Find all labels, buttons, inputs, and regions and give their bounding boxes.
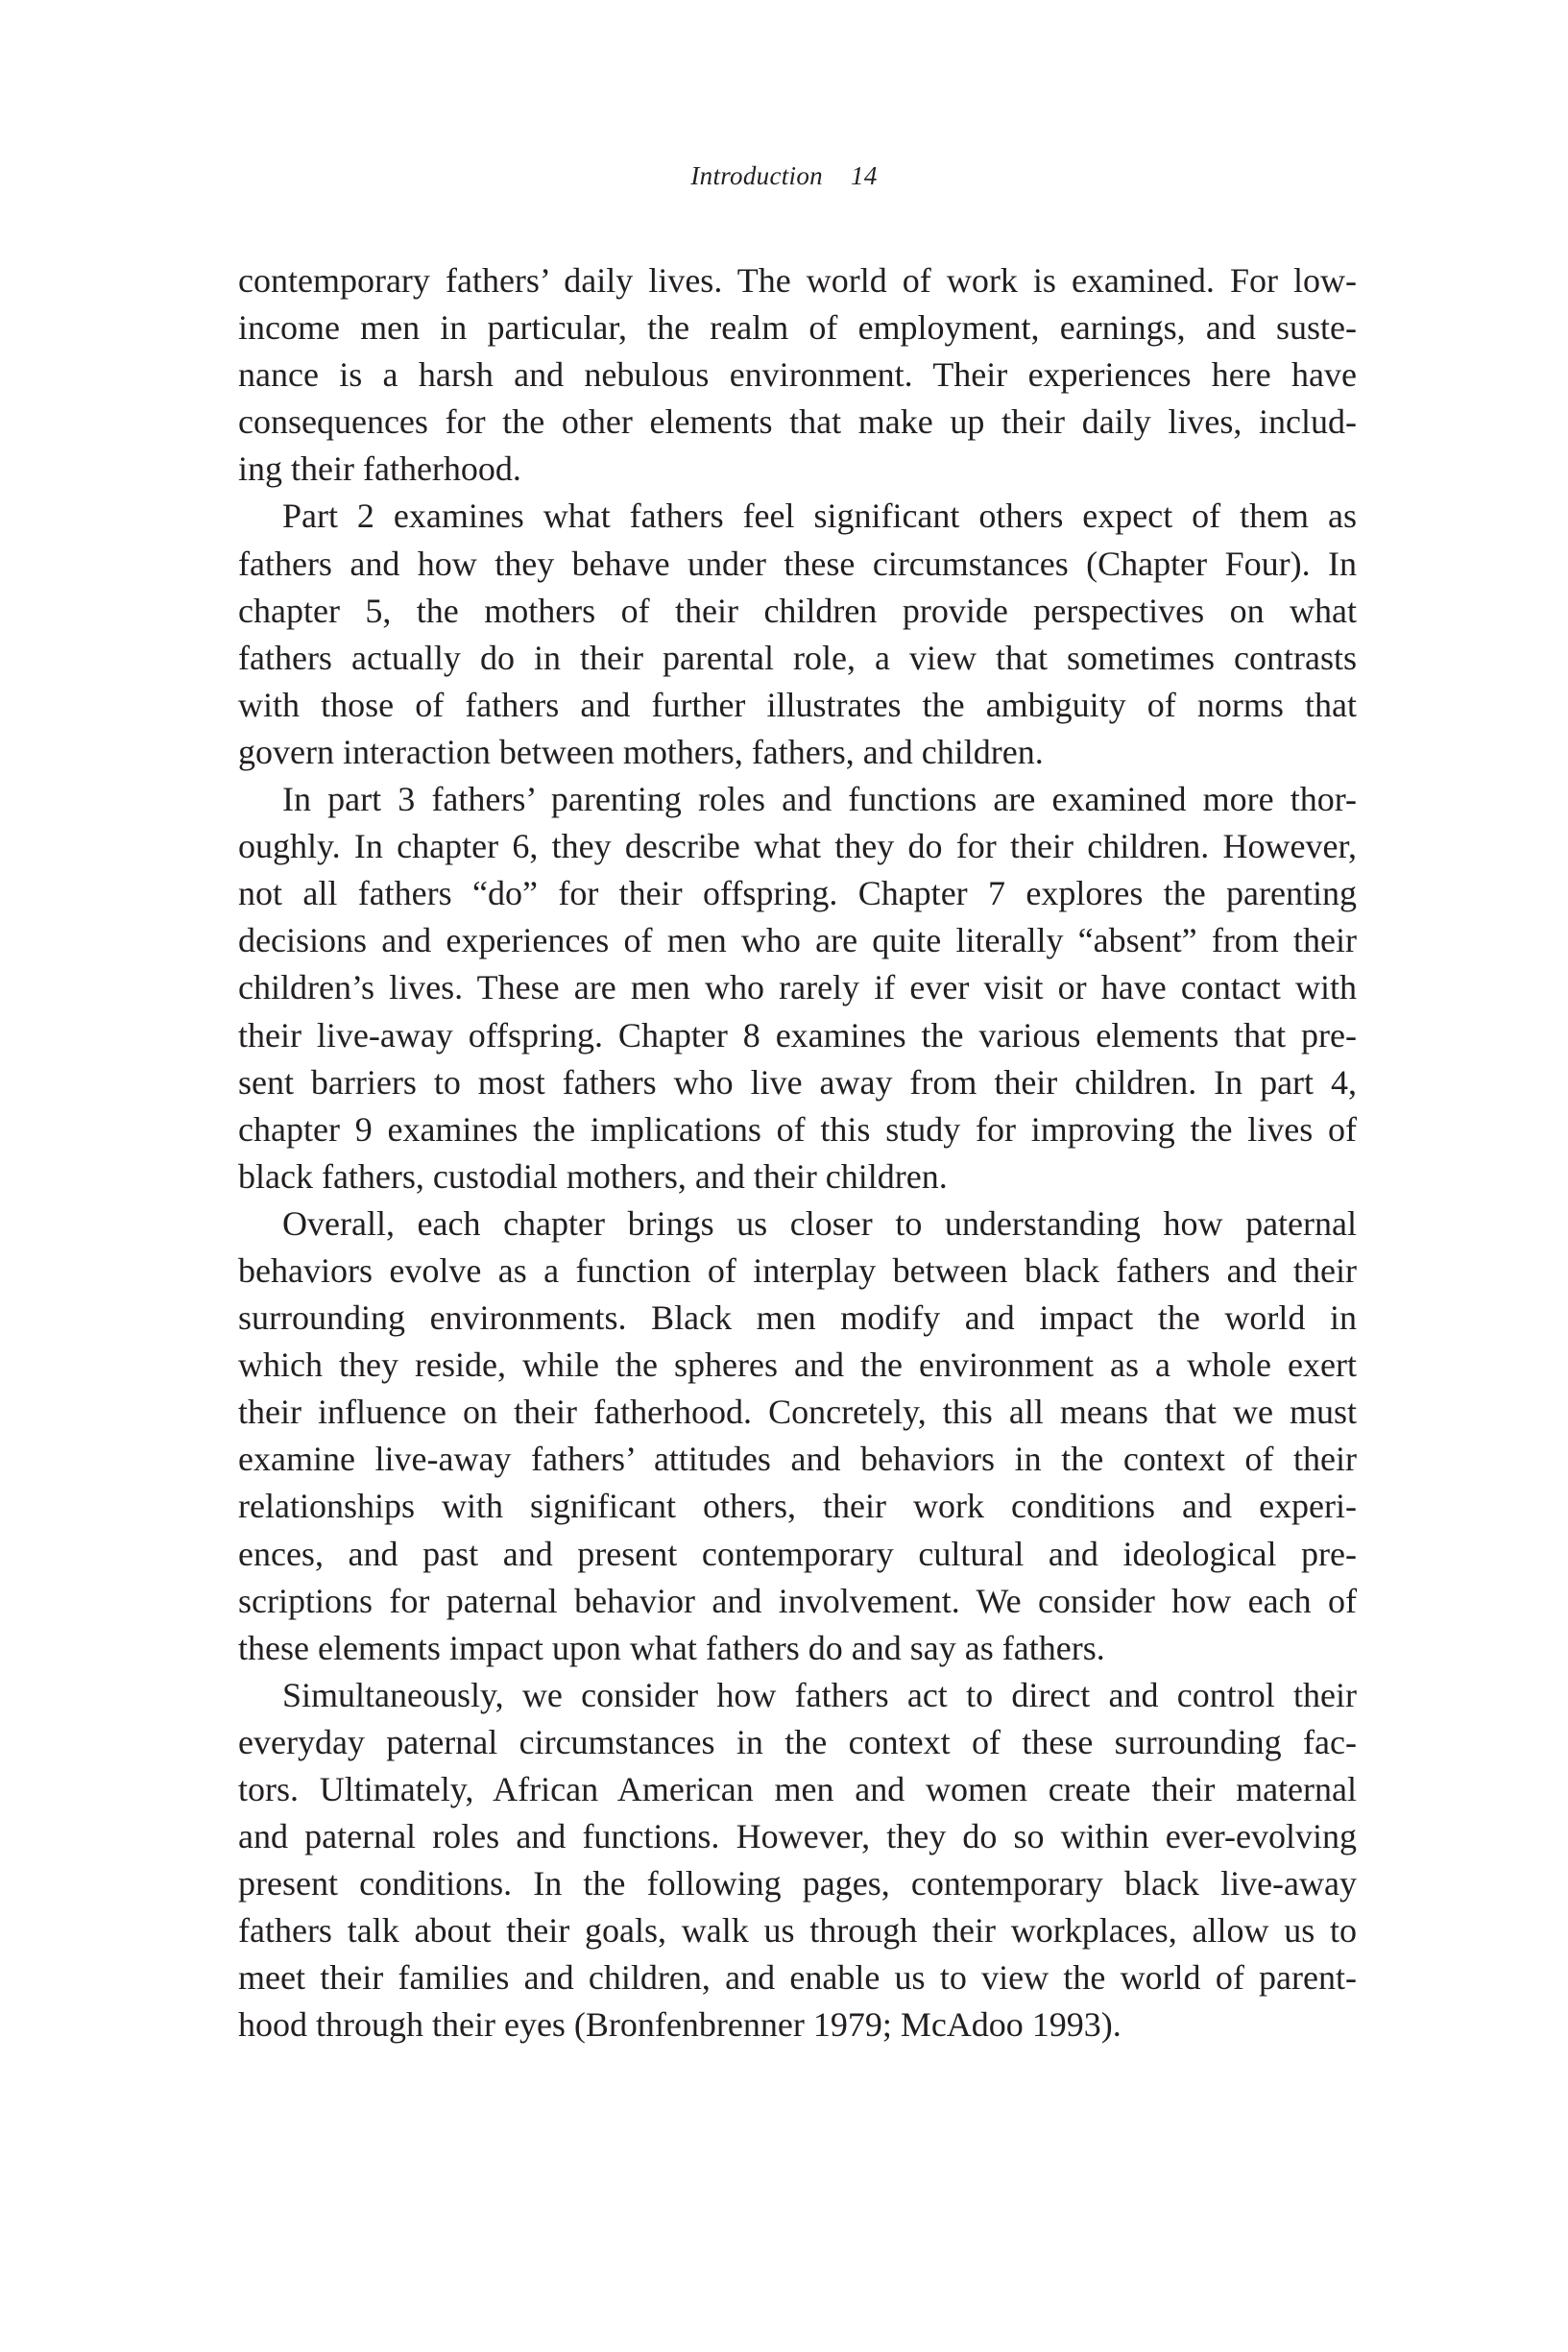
text-line: relationships with significant others, their work conditions and experi-: [238, 1487, 1357, 1526]
text-line: black fathers, custodial mothers, and their children.: [238, 1156, 948, 1196]
running-head-title: Introduction: [690, 161, 823, 190]
text-line: ing their fatherhood.: [238, 449, 521, 489]
text-line: fathers talk about their goals, walk us through their workplaces, allow us to: [238, 1911, 1357, 1951]
text-line: their live-away offspring. Chapter 8 examines the various elements that pre-: [238, 1015, 1357, 1055]
text-line: Part 2 examines what fathers feel significant others expect of them as: [282, 497, 1357, 536]
paragraph: [238, 776, 1357, 1200]
text-line: Overall, each chapter brings us closer to understanding how paternal: [282, 1203, 1357, 1243]
text-line: nance is a harsh and nebulous environment. Their experiences here have: [238, 355, 1357, 395]
page-number: 14: [851, 161, 878, 190]
text-line: contemporary fathers’ daily lives. The world of work is examined. For low-: [238, 261, 1357, 300]
text-line: their influence on their fatherhood. Concretely, this all means that we must: [238, 1393, 1357, 1432]
text-line: and paternal roles and functions. However, they do so within ever-evolving: [238, 1817, 1357, 1856]
body-text: [238, 257, 1357, 2049]
text-line: present conditions. In the following pages, contemporary black live-away: [238, 1864, 1357, 1903]
text-line: children’s lives. These are men who rarely if ever visit or have contact with: [238, 968, 1357, 1007]
text-line: consequences for the other elements that make up their daily lives, includ-: [238, 402, 1357, 442]
text-line: everyday paternal circumstances in the context of these surrounding fac-: [238, 1722, 1357, 1761]
text-line: examine live-away fathers’ attitudes and behaviors in the context of their: [238, 1440, 1357, 1479]
paragraph: [238, 257, 1357, 493]
text-line: surrounding environments. Black men modify and impact the world in: [238, 1298, 1357, 1338]
paragraph: [238, 1200, 1357, 1672]
text-line: sent barriers to most fathers who live away from their children. In part 4,: [238, 1062, 1357, 1102]
text-line: fathers actually do in their parental role, a view that sometimes contrasts: [238, 638, 1357, 677]
text-line: not all fathers “do” for their offspring. Chapter 7 explores the parenting: [238, 874, 1357, 913]
text-line: ences, and past and present contemporary cultural and ideological pre-: [238, 1534, 1357, 1573]
text-line: behaviors evolve as a function of interplay between black fathers and their: [238, 1250, 1357, 1290]
text-line: chapter 5, the mothers of their children provide perspectives on what: [238, 591, 1357, 630]
text-line: meet their families and children, and enable us to view the world of parent-: [238, 1958, 1357, 1998]
text-line: income men in particular, the realm of employment, earnings, and suste-: [238, 308, 1357, 348]
text-line: decisions and experiences of men who are quite literally “absent” from their: [238, 921, 1357, 960]
text-line: Simultaneously, we consider how fathers act to direct and control their: [282, 1675, 1357, 1714]
text-line: these elements impact upon what fathers do and say as fathers.: [238, 1628, 1105, 1667]
text-line: govern interaction between mothers, fathers, and children.: [238, 732, 1044, 771]
text-line: hood through their eyes (Bronfenbrenner 1979; McAdoo 1993).: [238, 2005, 1122, 2045]
paragraph: [238, 1672, 1357, 2049]
text-line: tors. Ultimately, African American men and women create their maternal: [238, 1770, 1357, 1808]
text-line: oughly. In chapter 6, they describe what they do for their children. However,: [238, 827, 1357, 866]
text-line: fathers and how they behave under these circumstances (Chapter Four). In: [238, 544, 1357, 583]
text-line: chapter 9 examines the implications of this study for improving the lives of: [238, 1109, 1357, 1149]
text-line: with those of fathers and further illustrates the ambiguity of norms that: [238, 685, 1357, 724]
paragraph: [238, 493, 1357, 776]
text-line: scriptions for paternal behavior and involvement. We consider how each of: [238, 1581, 1357, 1620]
running-head: [0, 161, 1568, 191]
text-line: In part 3 fathers’ parenting roles and functions are examined more thor-: [282, 780, 1357, 819]
text-line: which they reside, while the spheres and the environment as a whole exert: [238, 1346, 1357, 1385]
